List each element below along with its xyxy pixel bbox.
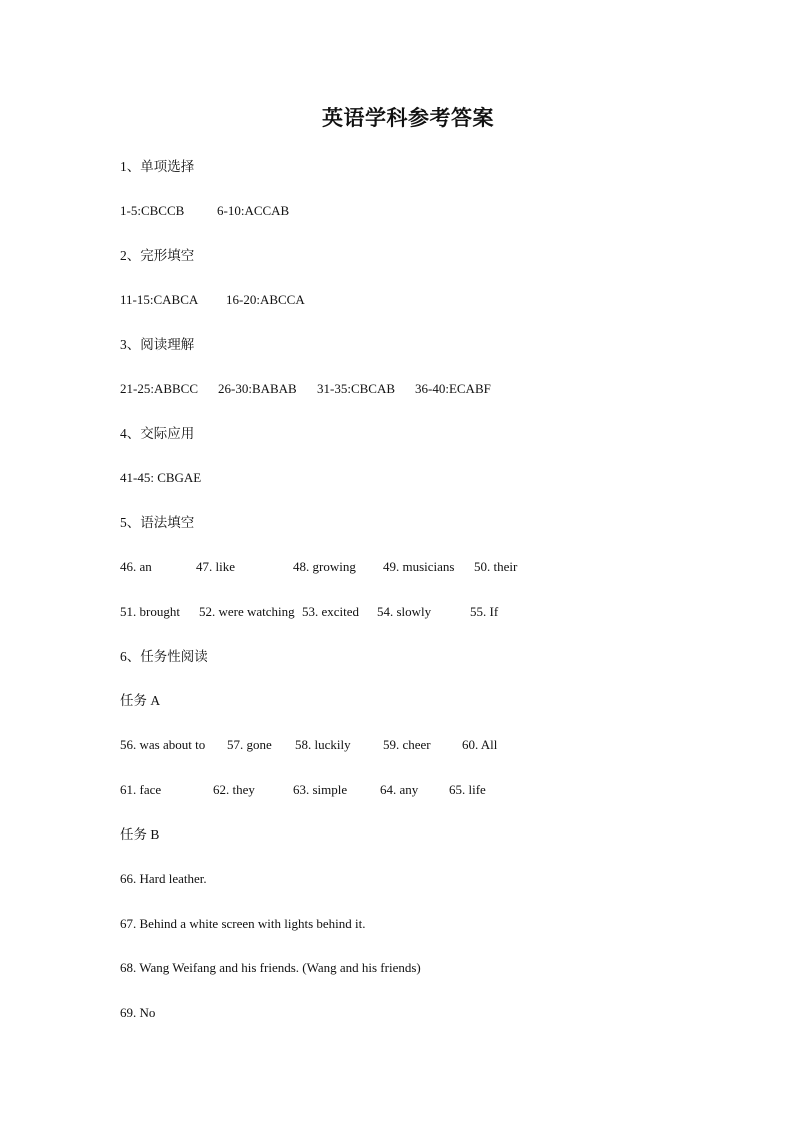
- section-2-answers: [0, 290, 794, 310]
- answer-item: 69. No: [120, 1005, 156, 1020]
- answer-item: 60. All: [462, 737, 498, 752]
- answer-item: 59. cheer: [383, 737, 431, 752]
- answer-item: 62. they: [213, 782, 255, 797]
- answer-item: 51. brought: [120, 604, 180, 619]
- answer-group: 21-25:ABBCC: [120, 381, 199, 396]
- section-4-heading-line: [0, 424, 794, 444]
- answer-item: 61. face: [120, 782, 162, 797]
- task-b-answer-69: [0, 1003, 794, 1023]
- answer-item: 54. slowly: [377, 604, 432, 619]
- task-a-label-line: [0, 691, 794, 711]
- section-3-answers: [0, 379, 794, 399]
- answer-item: 46. an: [120, 559, 152, 574]
- task-b-answer-66: [0, 869, 794, 889]
- answer-item: 57. gone: [227, 737, 272, 752]
- answer-item: 58. luckily: [295, 737, 351, 752]
- answer-item: 64. any: [380, 782, 419, 797]
- answer-item: 65. life: [449, 782, 486, 797]
- task-b-label-line: [0, 825, 794, 845]
- answer-group: 16-20:ABCCA: [226, 292, 305, 307]
- section-6-heading-line: [0, 647, 794, 667]
- answer-group: 41-45: CBGAE: [120, 470, 202, 485]
- task-a-row-1: [0, 735, 794, 755]
- section-heading: 3、阅读理解: [120, 337, 195, 352]
- answer-item: 50. their: [474, 559, 518, 574]
- section-heading: 1、单项选择: [120, 159, 195, 174]
- section-5-row-2: [0, 602, 794, 622]
- page-title: 英语学科参考答案: [322, 106, 494, 130]
- task-a-label: 任务 A: [120, 693, 161, 708]
- section-heading: 4、交际应用: [120, 426, 195, 441]
- section-heading: 2、完形填空: [120, 248, 195, 263]
- answer-item: 52. were watching: [199, 604, 295, 619]
- section-1-heading-line: [0, 157, 794, 177]
- section-5-row-1: [0, 557, 794, 577]
- answer-item: 49. musicians: [383, 559, 455, 574]
- answer-item: 53. excited: [302, 604, 360, 619]
- answer-group: 26-30:BABAB: [218, 381, 297, 396]
- section-5-heading-line: [0, 513, 794, 533]
- section-heading: 5、语法填空: [120, 515, 195, 530]
- section-3-heading-line: [0, 335, 794, 355]
- task-b-answer-67: [0, 914, 794, 934]
- answer-group: 31-35:CBCAB: [317, 381, 396, 396]
- task-a-row-2: [0, 780, 794, 800]
- answer-item: 55. If: [470, 604, 499, 619]
- task-b-answer-68: [0, 958, 794, 978]
- section-1-answers: [0, 201, 794, 221]
- answer-item: 63. simple: [293, 782, 348, 797]
- answer-item: 66. Hard leather.: [120, 871, 207, 886]
- answer-group: 6-10:ACCAB: [217, 203, 290, 218]
- answer-item: 47. like: [196, 559, 235, 574]
- answer-group: 1-5:CBCCB: [120, 203, 185, 218]
- answer-item: 48. growing: [293, 559, 356, 574]
- answer-item: 67. Behind a white screen with lights behind it.: [120, 916, 366, 931]
- section-4-answers: [0, 468, 794, 488]
- answer-item: 56. was about to: [120, 737, 206, 752]
- section-2-heading-line: [0, 246, 794, 266]
- answer-item: 68. Wang Weifang and his friends. (Wang and his friends): [120, 960, 421, 975]
- section-heading: 6、任务性阅读: [120, 649, 208, 664]
- task-b-label: 任务 B: [120, 827, 160, 842]
- answer-group: 36-40:ECABF: [415, 381, 491, 396]
- answer-group: 11-15:CABCA: [120, 292, 199, 307]
